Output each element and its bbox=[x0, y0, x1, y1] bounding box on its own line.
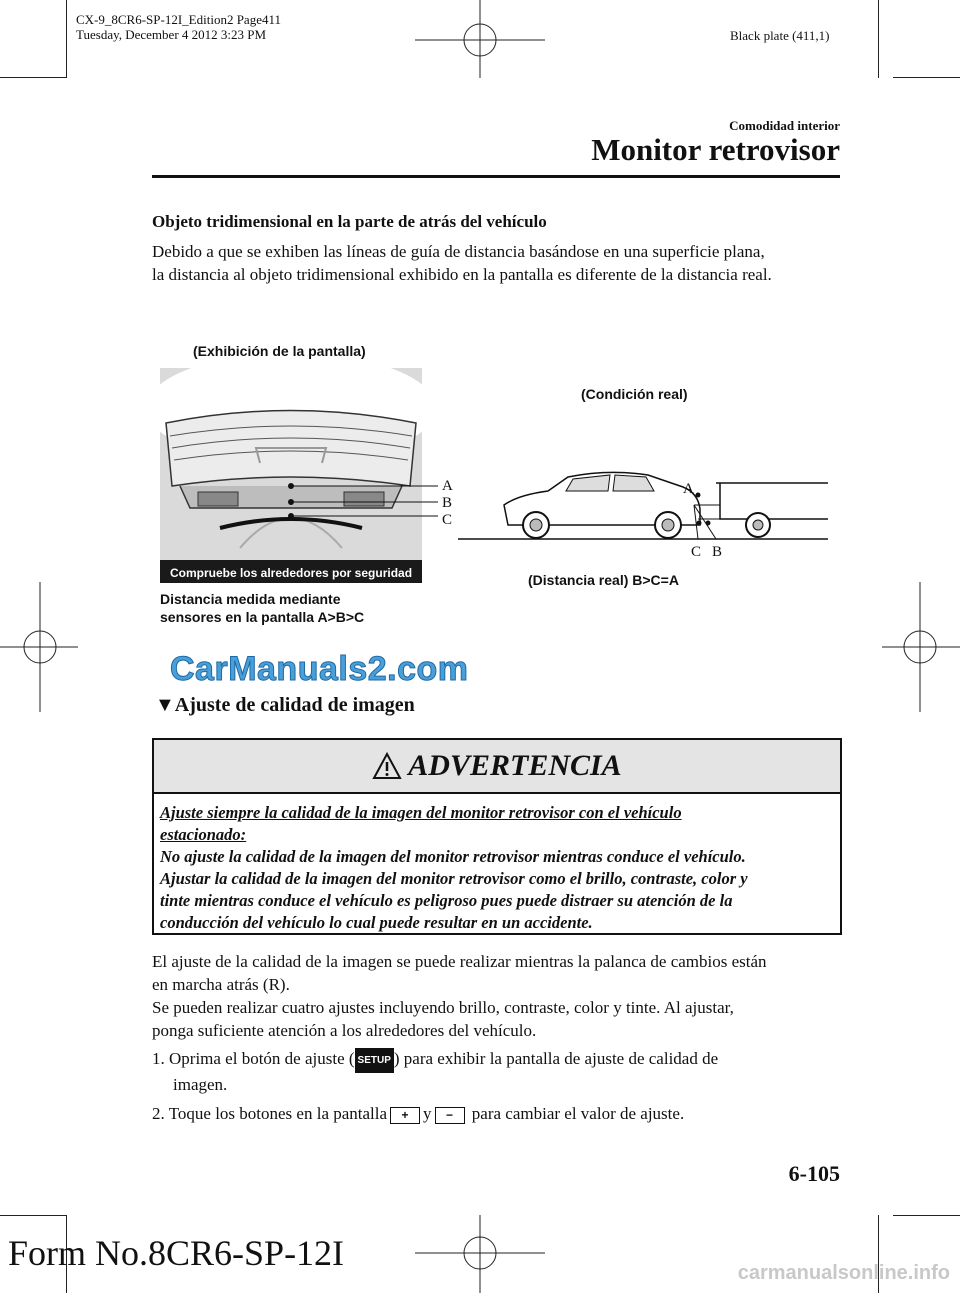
section-heading bbox=[155, 694, 415, 717]
caption-left-line: Distancia medida mediante bbox=[160, 591, 341, 607]
real-condition-label: (Condición real) bbox=[581, 386, 688, 402]
real-letter-a: A bbox=[683, 481, 694, 497]
chapter-title: Monitor retrovisor bbox=[591, 132, 840, 167]
header-rule bbox=[152, 175, 840, 178]
body-line: Se pueden realizar cuatro ajustes incluyendo brillo, contraste, color y tinte. Al ajustar, bbox=[152, 998, 734, 1017]
section-heading-text: Ajuste de calidad de imagen bbox=[174, 694, 415, 716]
form-number: Form No.8CR6-SP-12I bbox=[8, 1233, 345, 1273]
triangle-marker-icon: ▼ bbox=[155, 694, 175, 716]
step-text: imagen. bbox=[173, 1074, 228, 1094]
leader-lines bbox=[420, 480, 438, 520]
rear-camera-screen-illustration bbox=[160, 368, 422, 583]
step-number: 2. bbox=[152, 1104, 165, 1123]
caption-left bbox=[160, 590, 364, 626]
registration-mark-right bbox=[882, 582, 960, 712]
letter-a: A bbox=[442, 478, 453, 494]
warning-line: tinte mientras conduce el vehículo es peligroso pues puede distraer su atención de la bbox=[160, 891, 733, 910]
plus-button-icon: + bbox=[390, 1107, 420, 1124]
step-text: Oprima el botón de ajuste ( bbox=[169, 1049, 355, 1068]
warning-line: conducción del vehículo lo cual puede resultar en un accidente. bbox=[160, 913, 593, 932]
real-letter-c: C bbox=[691, 544, 702, 560]
warning-line: No ajuste la calidad de la imagen del monitor retrovisor mientras conduce el vehículo. bbox=[160, 847, 746, 866]
crop-mark bbox=[893, 1215, 960, 1216]
registration-mark-top bbox=[415, 0, 545, 78]
site-watermark: carmanualsonline.info bbox=[737, 1262, 950, 1284]
step-text: ) para exhibir la pantalla de ajuste de calidad de bbox=[393, 1049, 719, 1068]
letter-c: C bbox=[442, 512, 453, 528]
body-line: en marcha atrás (R). bbox=[152, 975, 290, 994]
body-line: ponga suficiente atención a los alrededores del vehículo. bbox=[152, 1021, 537, 1040]
print-meta-line1: CX-9_8CR6-SP-12I_Edition2 Page411 bbox=[76, 12, 281, 27]
step-text: para cambiar el valor de ajuste. bbox=[471, 1104, 685, 1123]
step-text: Toque los botones en la pantalla bbox=[168, 1104, 388, 1123]
warning-line: Ajustar la calidad de la imagen del monitor retrovisor como el brillo, contraste, color y bbox=[160, 869, 748, 888]
intro-line: Debido a que se exhiben las líneas de guía de distancia basándose en una superficie plana, bbox=[152, 242, 765, 261]
warning-title: ADVERTENCIA bbox=[408, 749, 622, 782]
crop-mark bbox=[878, 0, 879, 78]
warning-lead: Ajuste siempre la calidad de la imagen del monitor retrovisor con el vehículo bbox=[160, 803, 682, 822]
setup-button-icon: SETUP bbox=[355, 1048, 394, 1073]
screen-label: (Exhibición de la pantalla) bbox=[193, 343, 366, 359]
black-plate-label: Black plate (411,1) bbox=[730, 28, 830, 43]
crop-mark bbox=[0, 1215, 66, 1216]
step-2 bbox=[152, 1102, 842, 1125]
section-title: Comodidad interior bbox=[729, 118, 840, 133]
step-1 bbox=[152, 1047, 842, 1096]
warning-box bbox=[152, 738, 842, 935]
intro-paragraph bbox=[152, 240, 842, 286]
warning-triangle-icon bbox=[372, 752, 402, 780]
body-paragraph-2 bbox=[152, 996, 842, 1042]
warning-header bbox=[154, 740, 840, 794]
registration-mark-bottom bbox=[415, 1215, 545, 1293]
warning-lead: estacionado: bbox=[160, 825, 247, 844]
subheading: Objeto tridimensional en la parte de atrás del vehículo bbox=[152, 212, 547, 231]
body-line: El ajuste de la calidad de la imagen se puede realizar mientras la palanca de cambios están bbox=[152, 952, 767, 971]
real-letter-b: B bbox=[712, 544, 723, 560]
warning-body bbox=[154, 794, 840, 942]
step-text: y bbox=[423, 1104, 432, 1123]
watermark: CarManuals2.com bbox=[170, 650, 469, 688]
letter-b: B bbox=[442, 495, 453, 511]
screen-banner: Compruebe los alrededores por seguridad bbox=[169, 566, 413, 580]
crop-mark bbox=[0, 77, 66, 78]
real-condition-illustration bbox=[458, 465, 828, 545]
registration-mark-left bbox=[0, 582, 78, 712]
print-meta bbox=[76, 12, 281, 42]
body-paragraph-1 bbox=[152, 950, 842, 996]
crop-mark bbox=[66, 0, 67, 78]
caption-right: (Distancia real) B>C=A bbox=[528, 572, 679, 588]
step-number: 1. bbox=[152, 1049, 165, 1068]
crop-mark bbox=[893, 77, 960, 78]
print-meta-line2: Tuesday, December 4 2012 3:23 PM bbox=[76, 27, 267, 42]
minus-button-icon: − bbox=[435, 1107, 465, 1124]
page-number: 6-105 bbox=[788, 1161, 840, 1186]
intro-line: la distancia al objeto tridimensional exhibido en la pantalla es diferente de la distancia real. bbox=[152, 265, 772, 284]
caption-left-line: sensores en la pantalla A>B>C bbox=[160, 609, 365, 625]
